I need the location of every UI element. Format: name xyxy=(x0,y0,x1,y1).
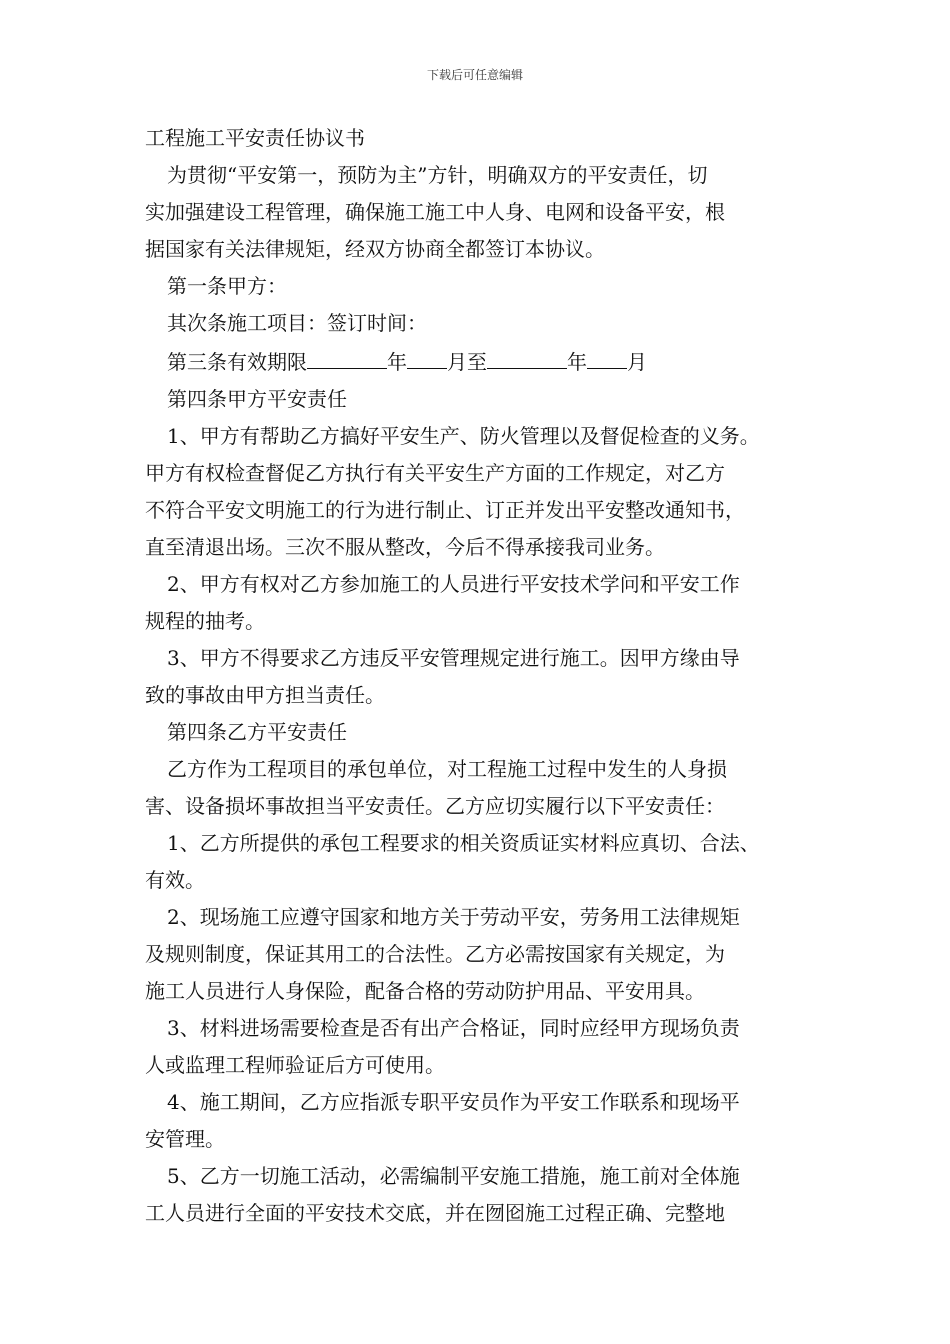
year-blank xyxy=(307,342,387,369)
paragraph-line: 害、设备损坏事故担当平安责任。乙方应切实履行以下平安责任： xyxy=(145,794,725,818)
paragraph-line: 为贯彻“平安第一，预防为主”方针，明确双方的平安责任，切 xyxy=(167,163,708,187)
clause-heading: 第一条甲方： xyxy=(167,274,287,298)
paragraph-line: 及规则制度，保证其用工的合法性。乙方必需按国家有关规定，为 xyxy=(145,942,725,966)
paragraph-line: 乙方作为工程项目的承包单位，对工程施工过程中发生的人身损 xyxy=(167,757,727,781)
paragraph-line: 3、材料进场需要检查是否有出产合格证，同时应经甲方现场负责 xyxy=(167,1016,740,1040)
paragraph-line: 不符合平安文明施工的行为进行制止、订正并发出平安整改通知书， xyxy=(145,498,745,522)
clause-heading: 其次条施工项目：签订时间： xyxy=(167,311,427,335)
paragraph-line: 规程的抽考。 xyxy=(145,609,265,633)
paragraph-line: 1、甲方有帮助乙方搞好平安生产、防火管理以及督促检查的义务。 xyxy=(167,424,760,448)
paragraph-line: 实加强建设工程管理，确保施工施工中人身、电网和设备平安，根 xyxy=(145,200,725,224)
paragraph-line: 有效。 xyxy=(145,868,205,892)
month-blank xyxy=(407,342,447,369)
document-title: 工程施工平安责任协议书 xyxy=(145,126,365,150)
paragraph-line: 5、乙方一切施工活动，必需编制平安施工措施，施工前对全体施 xyxy=(167,1164,740,1188)
month-blank xyxy=(587,342,627,369)
term-line xyxy=(145,342,835,381)
paragraph-line: 1、乙方所提供的承包工程要求的相关资质证实材料应真切、合法、 xyxy=(167,831,760,855)
month-to-label: 月至 xyxy=(447,350,487,374)
clause-heading: 第四条乙方平安责任 xyxy=(167,720,347,744)
paragraph-line: 工人员进行全面的平安技术交底，并在囫囵施工过程正确、完整地 xyxy=(145,1201,725,1225)
month-label: 月 xyxy=(627,350,647,374)
paragraph-line: 施工人员进行人身保险，配备合格的劳动防护用品、平安用具。 xyxy=(145,979,705,1003)
paragraph-line: 3、甲方不得要求乙方违反平安管理规定进行施工。因甲方缘由导 xyxy=(167,646,740,670)
paragraph-line: 直至清退出场。三次不服从整改，今后不得承接我司业务。 xyxy=(145,535,665,559)
paragraph-line: 人或监理工程师验证后方可使用。 xyxy=(145,1053,445,1077)
year-label: 年 xyxy=(567,350,587,374)
paragraph-line: 4、施工期间，乙方应指派专职平安员作为平安工作联系和现场平 xyxy=(167,1090,740,1114)
year-label: 年 xyxy=(387,350,407,374)
paragraph-line: 安管理。 xyxy=(145,1127,225,1151)
clause-heading: 第四条甲方平安责任 xyxy=(167,387,347,411)
year-blank xyxy=(487,342,567,369)
page-header-note: 下载后可任意编辑 xyxy=(426,68,523,82)
paragraph-line: 2、现场施工应遵守国家和地方关于劳动平安，劳务用工法律规矩 xyxy=(167,905,740,929)
term-label: 第三条有效期限 xyxy=(167,350,307,374)
paragraph-line: 甲方有权检查督促乙方执行有关平安生产方面的工作规定，对乙方 xyxy=(145,461,725,485)
document-body xyxy=(145,120,835,1232)
paragraph-line: 据国家有关法律规矩，经双方协商全都签订本协议。 xyxy=(145,237,605,261)
paragraph-line: 致的事故由甲方担当责任。 xyxy=(145,683,385,707)
paragraph-line: 2、甲方有权对乙方参加施工的人员进行平安技术学问和平安工作 xyxy=(167,572,740,596)
